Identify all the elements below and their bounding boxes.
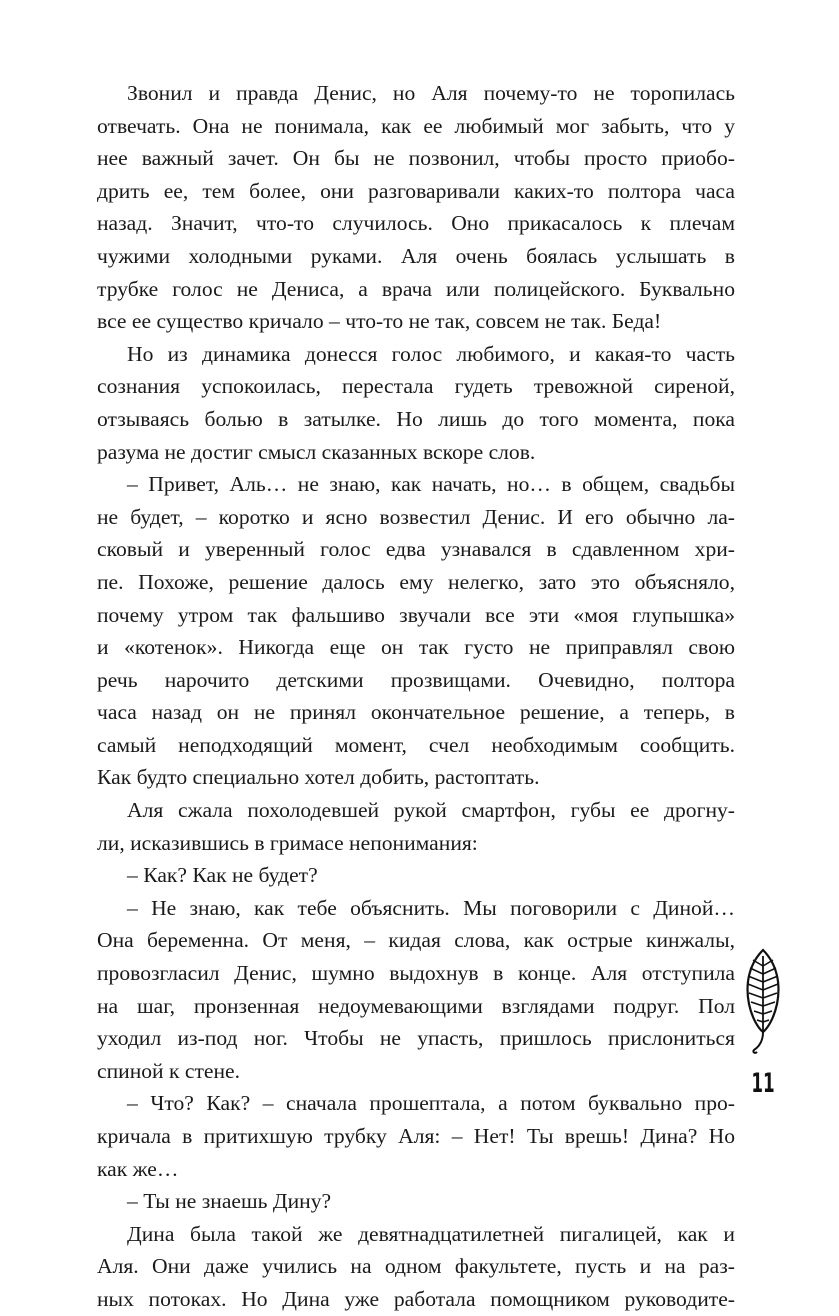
text-line: сковый и уверенный голос едва узнавался в сдавленном хри- <box>97 537 735 562</box>
text-line: трубке голос не Дениса, а врача или полицейского. Буквально <box>97 276 735 301</box>
text-line: – Как? Как не будет? <box>127 863 318 888</box>
page-number: 11 <box>751 1068 775 1099</box>
text-line: – Привет, Аль… не знаю, как начать, но… в общем, свадьбы <box>127 472 735 497</box>
text-line: как же… <box>97 1156 179 1181</box>
text-line: Как будто специально хотел добить, растоптать. <box>97 765 540 790</box>
text-line: все ее существо кричало – что-то не так, совсем не так. Беда! <box>97 309 662 334</box>
text-line: не будет, – коротко и ясно возвестил Денис. И его обычно ла- <box>97 504 735 529</box>
text-line: речь нарочито детскими прозвищами. Очевидно, полтора <box>97 667 735 692</box>
text-line: уходил из-под ног. Чтобы не упасть, пришлось прислониться <box>97 1026 735 1051</box>
text-line: Она беременна. От меня, – кидая слова, как острые кинжалы, <box>97 928 735 953</box>
text-line: нее важный зачет. Он бы не позвонил, чтобы просто приобо- <box>97 146 735 171</box>
text-line: провозгласил Денис, шумно выдохнув в конце. Аля отступила <box>97 961 735 986</box>
text-line: – Ты не знаешь Дину? <box>127 1189 332 1214</box>
page-text <box>97 77 735 1316</box>
text-line: сознания успокоилась, перестала гудеть тревожной сиреной, <box>97 374 735 399</box>
text-line: чужими холодными руками. Аля очень боялась услышать в <box>97 243 735 268</box>
text-line: пе. Похоже, решение далось ему нелегко, зато это объясняло, <box>97 569 735 594</box>
text-line: дрить ее, тем более, они разговаривали каких-то полтора часа <box>97 178 735 203</box>
text-line: на шаг, пронзенная недоумевающими взглядами подруг. Пол <box>97 993 735 1018</box>
text-line: – Что? Как? – сначала прошептала, а потом буквально про- <box>127 1091 735 1116</box>
text-line: Звонил и правда Денис, но Аля почему-то не торопилась <box>127 81 735 105</box>
text-line: ных потоках. Но Дина уже работала помощником руководите- <box>97 1286 735 1311</box>
text-line: назад. Значит, что-то случилось. Оно прикасалось к плечам <box>97 211 735 236</box>
text-line: кричала в притихшую трубку Аля: – Нет! Ты врешь! Дина? Но <box>97 1124 735 1148</box>
text-line: Аля сжала похолодевшей рукой смартфон, губы ее дрогну- <box>127 798 735 823</box>
text-line: разума не достиг смысл сказанных вскоре слов. <box>97 439 536 464</box>
text-line: самый неподходящий момент, счел необходимым сообщить. <box>97 732 735 757</box>
text-line: почему утром так фальшиво звучали все эти «моя глупышка» <box>97 602 735 627</box>
feather-icon <box>741 946 785 1056</box>
text-line: – Не знаю, как тебе объяснить. Мы поговорили с Диной… <box>127 895 735 920</box>
text-line: и «котенок». Никогда еще он так густо не приправлял свою <box>97 635 735 660</box>
text-line: Дина была такой же девятнадцатилетней пигалицей, как и <box>127 1221 735 1246</box>
text-line: отзываясь болью в затылке. Но лишь до того момента, пока <box>97 406 735 431</box>
text-line: часа назад он не принял окончательное решение, а теперь, в <box>97 700 735 725</box>
text-line: спиной к стене. <box>97 1058 241 1083</box>
text-line: отвечать. Она не понимала, как ее любимый мог забыть, что у <box>97 113 735 138</box>
text-line: Но из динамика донесся голос любимого, и какая-то часть <box>127 341 735 366</box>
text-line: ли, исказившись в гримасе непонимания: <box>97 830 478 855</box>
text-line: Аля. Они даже учились на одном факультете, пусть и на раз- <box>97 1254 735 1279</box>
